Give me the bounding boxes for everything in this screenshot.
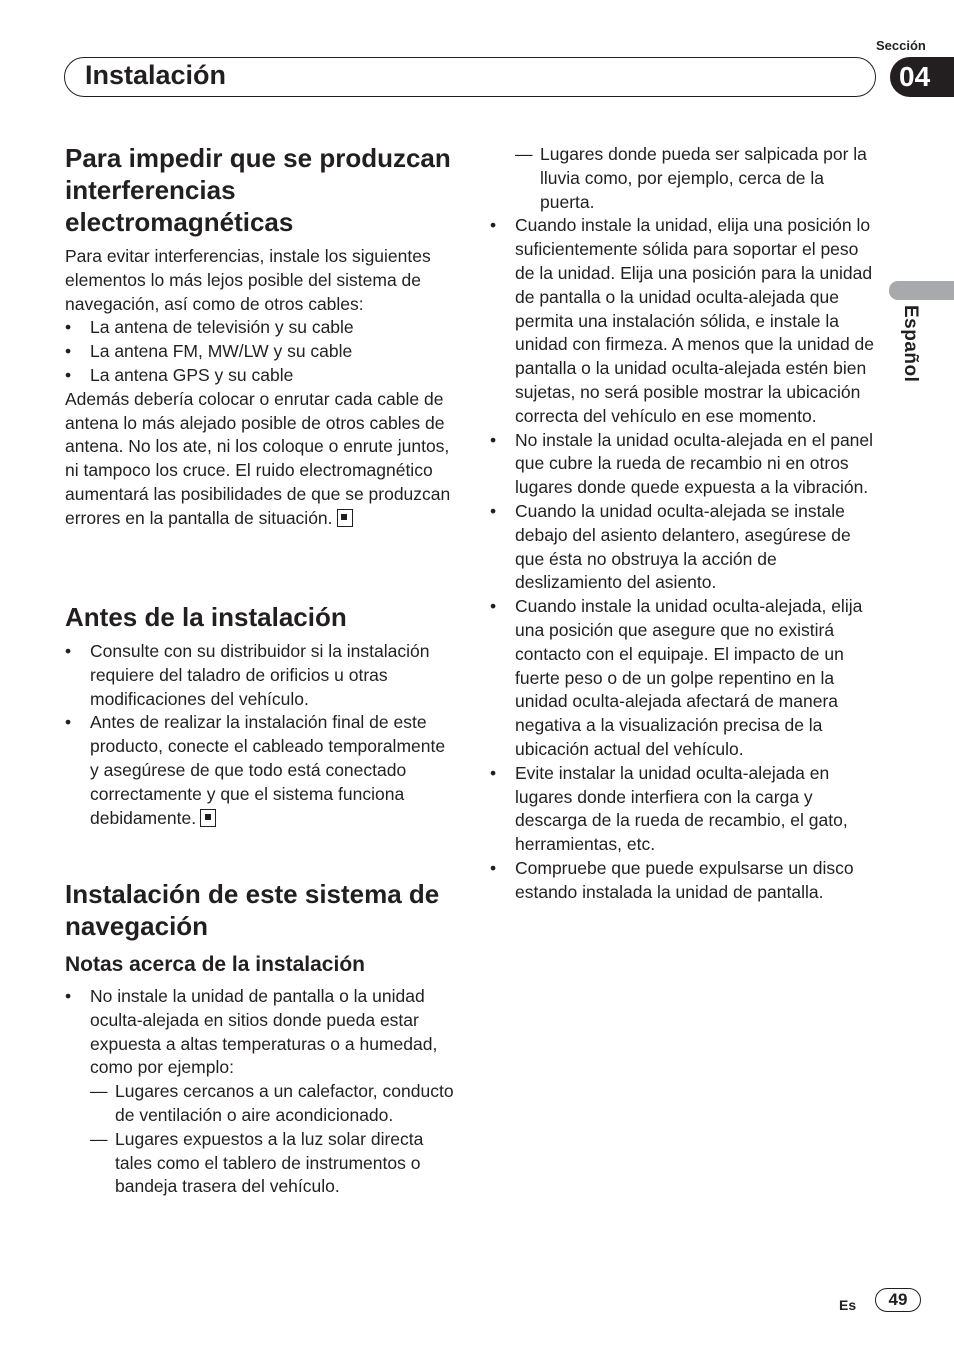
interferencias-outro: Además debería colocar o enrutar cada cable de antena lo más alejado posible de otros cables de antena. No los ate, ni los coloque o enrute juntos, ni tampoco los cruce. El ruido electromagnético aumentará las posibilidades de que se produzcan errores en la pantalla de situación. xyxy=(65,388,451,528)
section-label: Sección xyxy=(876,38,926,53)
end-of-section-icon xyxy=(337,509,353,527)
list-item: • No instale la unidad de pantalla o la unidad oculta-alejada en sitios donde pueda estar expuesta a altas temperaturas o a humedad, como por ejemplo: — Lugares cercanos a un calefactor, conducto de ventilación o aire acondicionado. — Lugares expuestos a la luz solar directa tales como el tablero de instrumentos o bandeja trasera del vehículo. xyxy=(65,985,457,1199)
list-item: • Compruebe que puede expulsarse un disco estando instalada la unidad de pantalla. xyxy=(490,857,882,905)
sublist-item: — Lugares expuestos a la luz solar directa tales como el tablero de instrumentos o bandeja trasera del vehículo. xyxy=(90,1128,457,1199)
subheading-notas: Notas acerca de la instalación xyxy=(65,953,365,976)
list-item: • Cuando la unidad oculta-alejada se instale debajo del asiento delantero, asegúrese de que ésta no obstruya la acción de deslizamiento del asiento. xyxy=(490,500,882,595)
continued-sublist xyxy=(490,143,882,214)
list-item: • La antena FM, MW/LW y su cable xyxy=(65,340,457,364)
interferencias-body xyxy=(65,245,457,531)
right-list xyxy=(490,214,882,904)
antes-body xyxy=(65,640,457,830)
page-title: Instalación xyxy=(85,60,227,90)
language-tab-bar xyxy=(889,281,954,300)
list-item: • No instale la unidad oculta-alejada en el panel que cubre la rueda de recambio ni en otros lugares donde quede expuesta a la vibración. xyxy=(490,429,882,500)
interferencias-list xyxy=(65,316,457,387)
list-item: • Evite instalar la unidad oculta-alejada en lugares donde interfiera con la carga y descarga de la rueda de recambio, el gato, herramientas, etc. xyxy=(490,762,882,857)
sublist-item: — Lugares cercanos a un calefactor, conducto de ventilación o aire acondicionado. xyxy=(90,1080,457,1128)
notas-list xyxy=(65,985,457,1199)
antes-list xyxy=(65,640,457,830)
list-item: • Consulte con su distribuidor si la instalación requiere del taladro de orificios u otras modificaciones del vehículo. xyxy=(65,640,457,711)
footer-language: Es xyxy=(839,1297,857,1313)
language-label: Español xyxy=(900,305,921,383)
page-number: 49 xyxy=(875,1288,921,1312)
list-item: • Cuando instale la unidad, elija una posición lo suficientemente sólida para soportar el peso de la unidad. Elija una posición para la unidad de pantalla o la unidad oculta-alejada que permita una instalación sólida, e instale la unidad con firmeza. A menos que la unidad de pantalla o la unidad oculta-alejada estén bien sujetas, no será posible mostrar la ubicación correcta del vehículo en ese momento. xyxy=(490,214,882,428)
list-item: • Antes de realizar la instalación final de este producto, conecte el cableado temporalmente y asegúrese de que todo está conectado correctamente y que el sistema funciona debidamente. xyxy=(65,711,457,830)
list-item: • La antena GPS y su cable xyxy=(65,364,457,388)
heading-antes: Antes de la instalación xyxy=(65,602,347,632)
notas-body xyxy=(65,985,457,1199)
sublist-item: — Lugares donde pueda ser salpicada por la lluvia como, por ejemplo, cerca de la puerta. xyxy=(515,143,882,214)
list-item: • La antena de televisión y su cable xyxy=(65,316,457,340)
right-body xyxy=(490,143,882,905)
list-item: • Cuando instale la unidad oculta-alejada, elija una posición que asegure que no existirá contacto con el equipaje. El impacto de un fuerte peso o de un golpe repentino en la unidad oculta-alejada afectará de manera negativa a la visualización precisa de la ubicación actual del vehículo. xyxy=(490,595,882,762)
notas-sublist xyxy=(90,1080,457,1199)
interferencias-intro: Para evitar interferencias, instale los siguientes elementos lo más lejos posible del sistema de navegación, así como de otros cables: xyxy=(65,246,431,314)
header-bar xyxy=(64,57,876,97)
heading-interferencias: Para impedir que se produzcan interferencias electromagnéticas xyxy=(65,143,451,237)
end-of-section-icon xyxy=(200,809,216,827)
section-number-tab: 04 xyxy=(890,57,954,97)
heading-instalacion-sistema: Instalación de este sistema de navegación xyxy=(65,879,440,941)
